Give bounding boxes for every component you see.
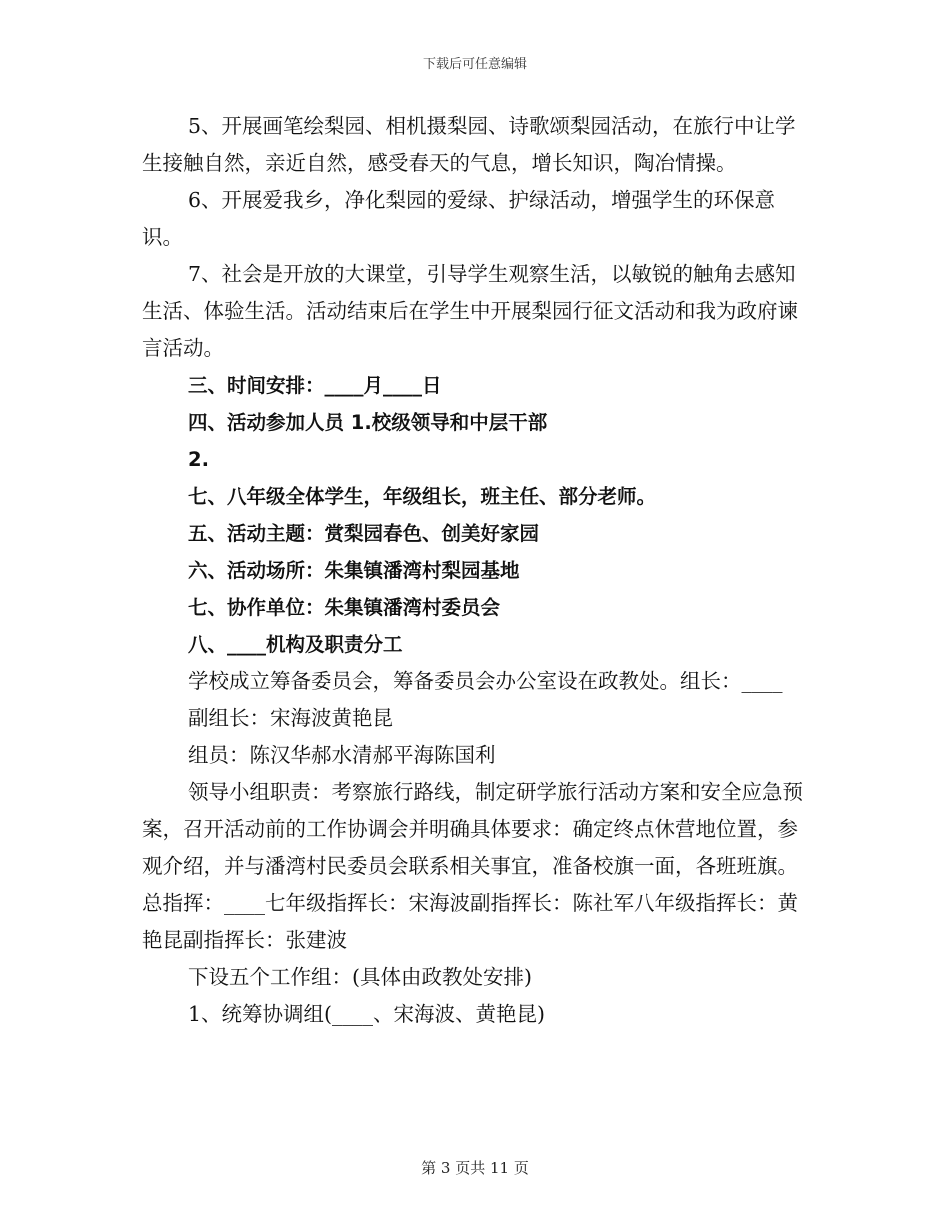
section-participants: 四、活动参加人员 1.校级领导和中层干部 — [188, 411, 548, 434]
participants-item-2: 2. — [188, 448, 209, 471]
page-footer: 第 3 页共 11 页 — [421, 1159, 529, 1177]
committee-paragraph: 学校成立筹备委员会，筹备委员会办公室设在政教处。组长：____ — [188, 669, 783, 693]
paragraph-item-7: 7、社会是开放的大课堂，引导学生观察生活，以敏锐的触角去感知生活、体验生活。活动结束后在学生中开展梨园行征文活动和我为政府谏言活动。 — [142, 262, 798, 360]
working-groups-intro: 下设五个工作组：(具体由政教处安排) — [188, 965, 532, 989]
group-members: 组员：陈汉华郝水清郝平海陈国利 — [188, 743, 496, 767]
paragraph-item-6: 6、开展爱我乡，净化梨园的爱绿、护绿活动，增强学生的环保意识。 — [142, 188, 776, 249]
working-group-1: 1、统筹协调组(____、宋海波、黄艳昆) — [188, 1002, 546, 1026]
section-theme: 五、活动主题：赏梨园春色、创美好家园 — [188, 522, 540, 545]
paragraph-item-5: 5、开展画笔绘梨园、相机摄梨园、诗歌颂梨园活动，在旅行中让学生接触自然，亲近自然，感受春天的气息，增长知识，陶冶情操。 — [142, 114, 796, 175]
leadership-duties: 领导小组职责：考察旅行路线，制定研学旅行活动方案和安全应急预案，召开活动前的工作协调会并明确具体要求：确定终点休营地位置，参观介绍，并与潘湾村民委员会联系相关事宜，准备校旗一面，各班班旗。总指挥：____七年级指挥长：宋海波副指挥长：陈社军八年级指挥长：黄艳昆副指挥长：张建波 — [142, 780, 803, 952]
deputy-leaders: 副组长：宋海波黄艳昆 — [188, 706, 393, 730]
section-organization: 八、____机构及职责分工 — [188, 633, 403, 656]
section-time-schedule: 三、时间安排：____月____日 — [188, 374, 442, 397]
document-body — [142, 108, 810, 1033]
page-header: 下载后可任意编辑 — [422, 57, 527, 72]
participants-students: 七、八年级全体学生，年级组长，班主任、部分老师。 — [188, 485, 657, 508]
section-venue: 六、活动场所：朱集镇潘湾村梨园基地 — [188, 559, 520, 582]
section-cooperating-unit: 七、协作单位：朱集镇潘湾村委员会 — [188, 596, 501, 619]
